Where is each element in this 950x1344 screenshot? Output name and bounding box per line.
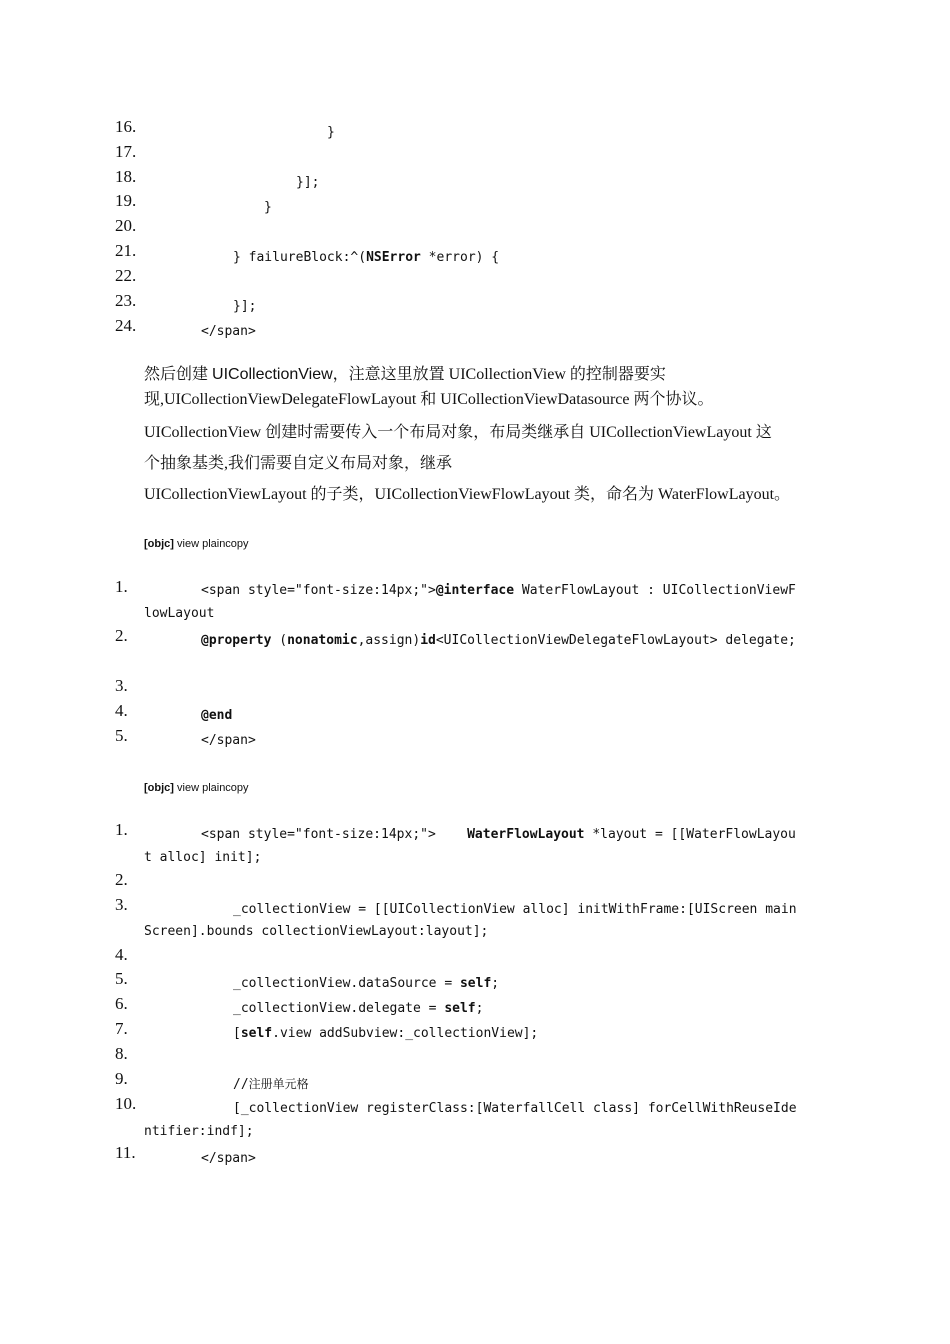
code-line: [_collectionView registerClass:[WaterfallCell class] forCellWithReuseIde bbox=[233, 1101, 797, 1116]
code-text: } failureBlock:^( bbox=[233, 250, 367, 265]
line-number: 6. bbox=[115, 994, 128, 1013]
code-comment bbox=[233, 1074, 309, 1095]
code-line: }]; bbox=[296, 175, 320, 190]
code-line: </span> bbox=[201, 1151, 256, 1166]
code-language-label: [objc] bbox=[144, 782, 174, 794]
view-plaincopy-link[interactable]: view plaincopy bbox=[173, 782, 249, 794]
line-number: 24. bbox=[115, 316, 137, 335]
comment-text: 注册单元格 bbox=[248, 1077, 309, 1091]
code-text: [ bbox=[233, 1026, 241, 1041]
code-text: <span style="font-size:14px;"> bbox=[201, 583, 436, 598]
code-line: }]; bbox=[233, 299, 257, 314]
code-line: _collectionView = [[UICollectionView alloc] initWithFrame:[UIScreen main bbox=[233, 902, 797, 917]
line-number: 10. bbox=[115, 1094, 137, 1113]
code-keyword: WaterFlowLayout bbox=[467, 827, 585, 842]
code-block-header bbox=[144, 781, 249, 795]
code-line bbox=[201, 581, 796, 601]
code-line: </span> bbox=[201, 733, 256, 748]
code-keyword: @property bbox=[201, 633, 272, 648]
code-line bbox=[201, 825, 796, 845]
code-keyword: self bbox=[459, 976, 492, 991]
code-line bbox=[201, 631, 796, 651]
line-number: 1. bbox=[115, 577, 128, 596]
code-line-wrap: ntifier:indf]; bbox=[144, 1124, 254, 1139]
line-number: 8. bbox=[115, 1044, 128, 1063]
line-number: 5. bbox=[115, 969, 128, 988]
line-number: 21. bbox=[115, 241, 137, 260]
code-line bbox=[201, 706, 232, 726]
code-line-wrap: lowLayout bbox=[144, 606, 215, 621]
code-text: <span style="font-size:14px;"> bbox=[201, 827, 468, 842]
code-line bbox=[233, 248, 499, 268]
code-line bbox=[233, 999, 483, 1019]
paragraph-line: 现,UICollectionViewDelegateFlowLayout 和 UICollectionViewDatasource 两个协议。 bbox=[144, 391, 714, 408]
code-keyword: @end bbox=[201, 708, 233, 723]
paragraph-line: 个抽象基类,我们需要自定义布局对象，继承 bbox=[144, 455, 453, 472]
line-number: 22. bbox=[115, 266, 137, 285]
code-text: .view addSubview:_collectionView]; bbox=[272, 1026, 539, 1041]
paragraph-line: UICollectionView 创建时需要传入一个布局对象，布局类继承自 UICollectionViewLayout 这 bbox=[144, 424, 772, 441]
code-text: ; bbox=[475, 1001, 484, 1016]
code-text: _collectionView.dataSource = bbox=[233, 976, 460, 991]
line-number: 7. bbox=[115, 1019, 128, 1038]
line-number: 19. bbox=[115, 191, 137, 210]
code-line bbox=[233, 974, 499, 994]
code-keyword: NSError bbox=[366, 250, 421, 265]
line-number: 9. bbox=[115, 1069, 128, 1088]
prose-text: 然后创建 bbox=[144, 366, 213, 383]
line-number: 2. bbox=[115, 626, 128, 645]
code-keyword: nonatomic bbox=[287, 633, 358, 648]
code-text: ,assign) bbox=[357, 633, 421, 648]
line-number: 1. bbox=[115, 820, 128, 839]
comment-slashes: // bbox=[233, 1077, 249, 1092]
line-number: 4. bbox=[115, 945, 128, 964]
line-number: 18. bbox=[115, 167, 137, 186]
line-number: 23. bbox=[115, 291, 137, 310]
code-text: ( bbox=[271, 633, 288, 648]
line-number: 11. bbox=[115, 1143, 136, 1162]
code-text: WaterFlowLayout : UICollectionViewF bbox=[514, 583, 796, 598]
code-language-label: [objc] bbox=[144, 538, 174, 550]
line-number: 2. bbox=[115, 870, 128, 889]
code-line: </span> bbox=[201, 324, 256, 339]
paragraph-line bbox=[144, 363, 824, 387]
code-keyword: self bbox=[240, 1026, 273, 1041]
code-keyword: id bbox=[420, 633, 436, 648]
line-number: 5. bbox=[115, 726, 128, 745]
code-block-header bbox=[144, 537, 249, 551]
code-line-wrap: Screen].bounds collectionViewLayout:layout]; bbox=[144, 924, 489, 939]
line-number: 3. bbox=[115, 895, 128, 914]
code-text: *layout = [[WaterFlowLayou bbox=[584, 827, 796, 842]
code-keyword: @interface bbox=[435, 583, 515, 598]
prose-term: UICollectionView bbox=[212, 366, 333, 383]
line-number: 16. bbox=[115, 117, 137, 136]
paragraph-line: UICollectionViewLayout 的子类，UICollectionViewFlowLayout 类，命名为 WaterFlowLayout。 bbox=[144, 486, 791, 503]
code-line: } bbox=[327, 125, 335, 140]
code-keyword: self bbox=[444, 1001, 476, 1016]
code-text: _collectionView.delegate = bbox=[233, 1001, 445, 1016]
code-text: *error) { bbox=[420, 250, 500, 265]
line-number: 17. bbox=[115, 142, 137, 161]
line-number: 4. bbox=[115, 701, 128, 720]
code-line bbox=[233, 1024, 538, 1044]
code-text: <UICollectionViewDelegateFlowLayout> delegate; bbox=[435, 633, 796, 648]
view-plaincopy-link[interactable]: view plaincopy bbox=[173, 538, 249, 550]
line-number: 3. bbox=[115, 676, 128, 695]
line-number: 20. bbox=[115, 216, 137, 235]
code-text: ; bbox=[491, 976, 500, 991]
code-line-wrap: t alloc] init]; bbox=[144, 850, 262, 865]
code-line: } bbox=[264, 200, 272, 215]
prose-text: ，注意这里放置 UICollectionView 的控制器要实 bbox=[332, 366, 666, 383]
